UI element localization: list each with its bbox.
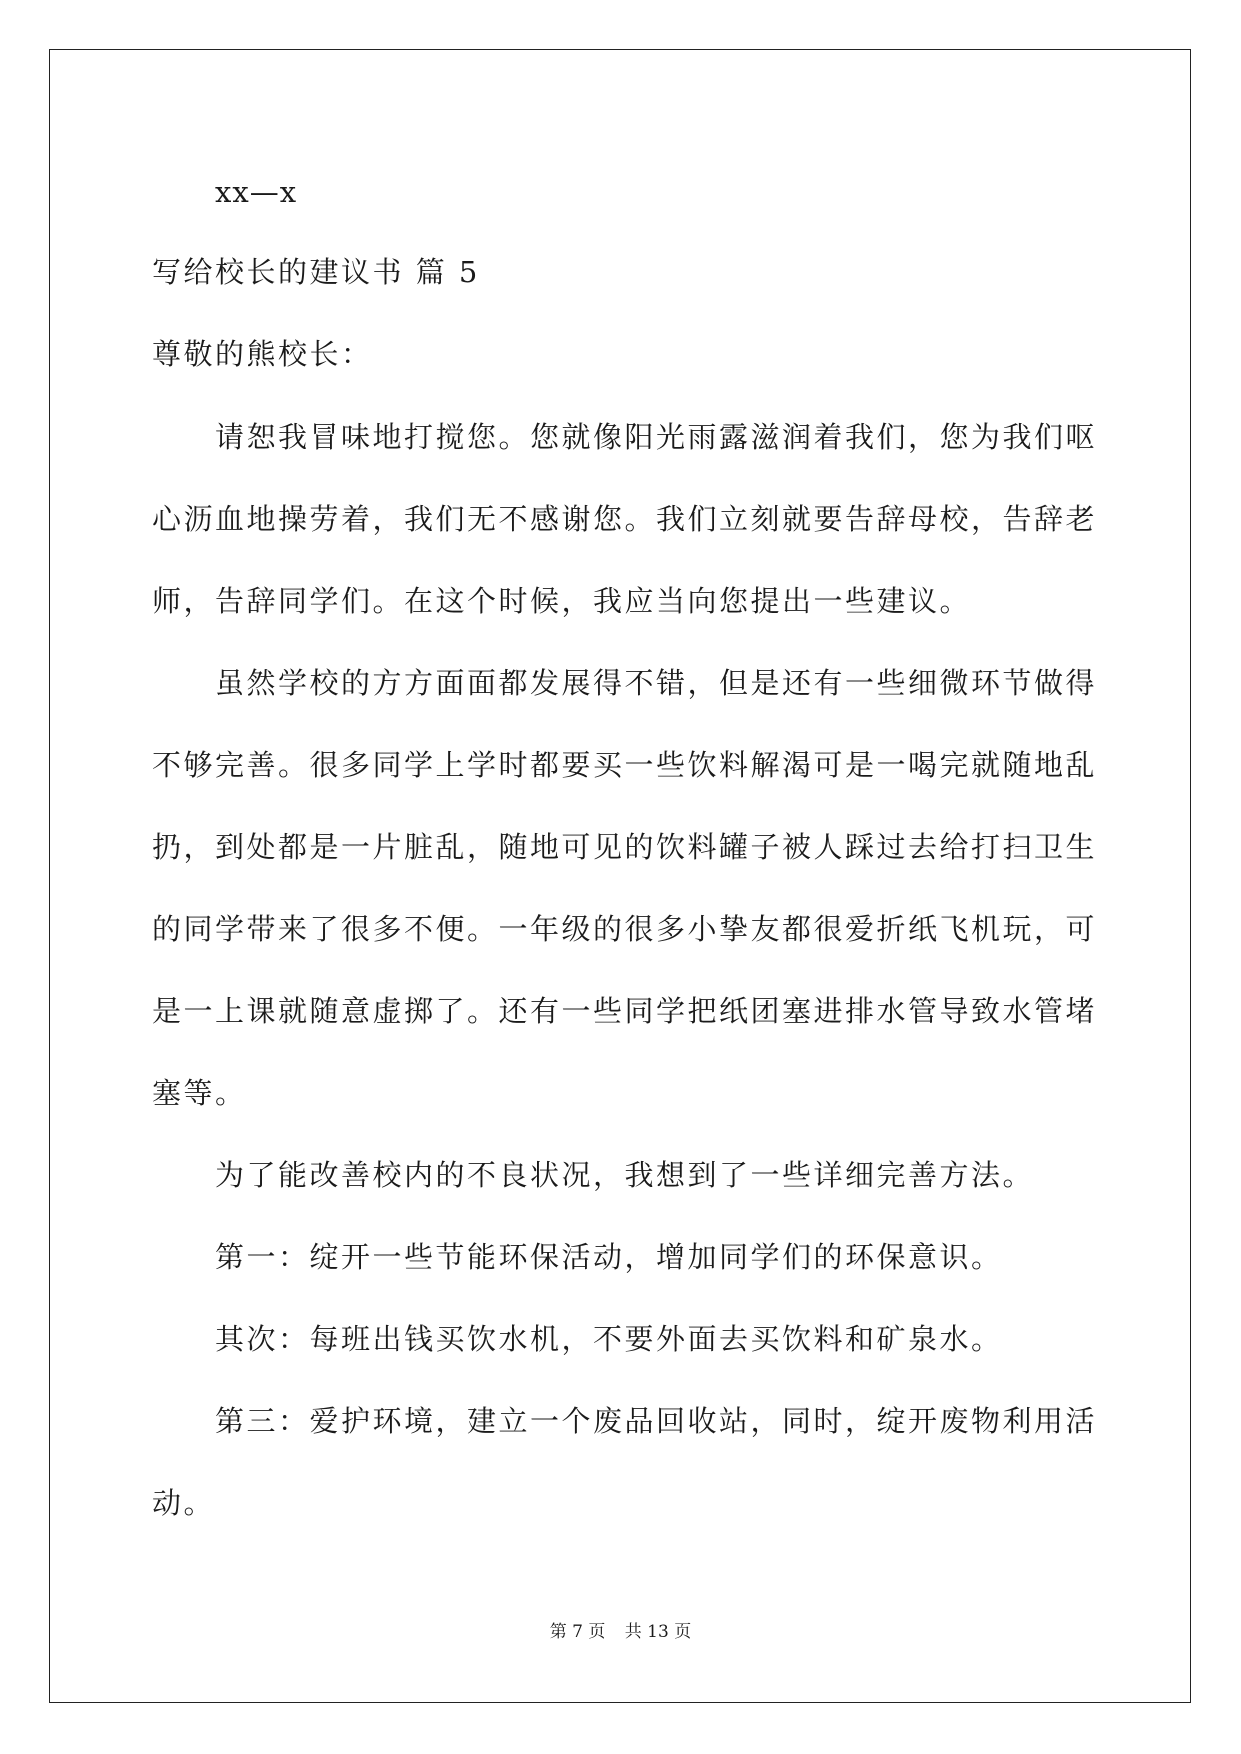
body-line-8: 是一上课就随意虚掷了。还有一些同学把纸团塞进排水管导致水管堵 <box>152 994 1098 1028</box>
salutation: 尊敬的熊校长： <box>152 337 373 371</box>
body-line-1: 请恕我冒味地打搅您。您就像阳光雨露滋润着我们，您为我们呕 <box>215 420 1098 454</box>
body-line-5: 不够完善。很多同学上学时都要买一些饮料解渴可是一喝完就随地乱 <box>152 748 1098 782</box>
body-line-3: 师，告辞同学们。在这个时候，我应当向您提出一些建议。 <box>152 584 972 618</box>
body-line-4: 虽然学校的方方面面都发展得不错，但是还有一些细微环节做得 <box>215 666 1098 700</box>
document-title: 写给校长的建议书 篇 5 <box>152 255 480 289</box>
body-line-12: 其次：每班出钱买饮水机，不要外面去买饮料和矿泉水。 <box>215 1322 1003 1356</box>
body-line-10: 为了能改善校内的不良状况，我想到了一些详细完善方法。 <box>215 1158 1035 1192</box>
body-line-13: 第三：爱护环境，建立一个废品回收站，同时，绽开废物利用活 <box>215 1404 1098 1438</box>
date-line: xx—x <box>215 175 298 209</box>
body-line-7: 的同学带来了很多不便。一年级的很多小挚友都很爱折纸飞机玩，可 <box>152 912 1098 946</box>
page-footer <box>0 1624 1241 1641</box>
page-number: 第 7 页 <box>549 1622 606 1642</box>
page-total: 共 13 页 <box>624 1622 692 1642</box>
body-line-2: 心沥血地操劳着，我们无不感谢您。我们立刻就要告辞母校，告辞老 <box>152 502 1098 536</box>
body-line-11: 第一：绽开一些节能环保活动，增加同学们的环保意识。 <box>215 1240 1003 1274</box>
body-line-14: 动。 <box>152 1486 216 1520</box>
page-border <box>49 49 1191 1703</box>
body-line-9: 塞等。 <box>152 1076 247 1110</box>
body-line-6: 扔，到处都是一片脏乱，随地可见的饮料罐子被人踩过去给打扫卫生 <box>152 830 1098 864</box>
